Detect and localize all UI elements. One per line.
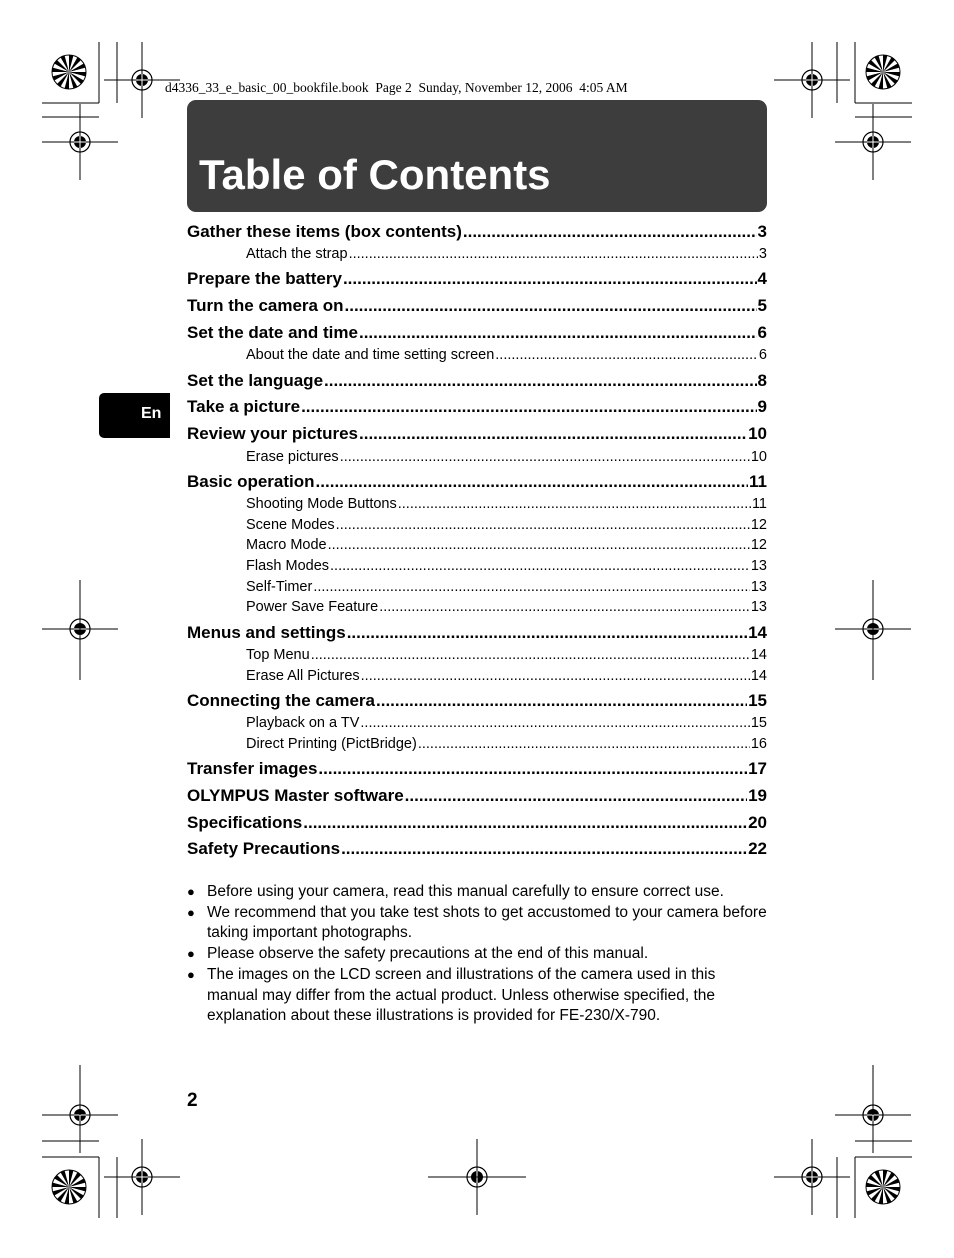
toc-entry-label: Turn the camera on bbox=[187, 296, 344, 315]
toc-entry-page: 22 bbox=[748, 839, 767, 858]
toc-entry-page: 16 bbox=[750, 736, 767, 752]
toc-entry-page: 15 bbox=[748, 691, 767, 710]
toc-entry-page: 9 bbox=[757, 397, 767, 416]
toc-dot-leader bbox=[318, 759, 747, 779]
toc-entry-page: 15 bbox=[750, 715, 767, 731]
note-text: We recommend that you take test shots to get accustomed to your camera before taking important photographs. bbox=[207, 903, 767, 942]
toc-dot-leader bbox=[347, 623, 747, 643]
toc-entry-page: 11 bbox=[749, 472, 767, 491]
toc-entry-page: 13 bbox=[750, 558, 767, 574]
toc-section-entry bbox=[246, 599, 767, 615]
toc-entry-page: 3 bbox=[757, 222, 767, 241]
toc-chapter-entry bbox=[187, 424, 767, 444]
toc-chapter-entry bbox=[187, 472, 767, 492]
toc-entry-page: 14 bbox=[748, 623, 767, 642]
toc-entry-page: 5 bbox=[757, 296, 767, 315]
toc-chapter-entry bbox=[187, 759, 767, 779]
registration-starburst-icon bbox=[52, 55, 86, 89]
toc-entry-page: 6 bbox=[757, 323, 767, 342]
toc-dot-leader bbox=[301, 397, 756, 417]
toc-entry-label: Scene Modes bbox=[246, 517, 335, 533]
toc-section-entry bbox=[246, 347, 767, 363]
toc-entry-label: Basic operation bbox=[187, 472, 315, 491]
toc-chapter-entry bbox=[187, 371, 767, 391]
note-item bbox=[187, 882, 767, 903]
toc-dot-leader bbox=[379, 599, 750, 615]
registration-target-icon bbox=[835, 104, 911, 180]
toc-dot-leader bbox=[340, 449, 750, 465]
toc-entry-page: 14 bbox=[750, 668, 767, 684]
toc-dot-leader bbox=[343, 269, 757, 289]
toc-chapter-entry bbox=[187, 222, 767, 242]
toc-dot-leader bbox=[359, 424, 747, 444]
toc-entry-label: Erase pictures bbox=[246, 449, 339, 465]
toc-entry-page: 13 bbox=[750, 579, 767, 595]
toc-entry-page: 10 bbox=[748, 424, 767, 443]
toc-section-entry bbox=[246, 715, 767, 731]
toc-dot-leader bbox=[341, 839, 747, 859]
toc-dot-leader bbox=[324, 371, 757, 391]
registration-target-icon bbox=[774, 1139, 850, 1215]
toc-entry-label: Power Save Feature bbox=[246, 599, 379, 615]
toc-entry-page: 20 bbox=[748, 813, 767, 832]
note-item bbox=[187, 903, 767, 944]
registration-starburst-icon bbox=[52, 1170, 86, 1204]
note-text: Before using your camera, read this manual carefully to ensure correct use. bbox=[207, 883, 724, 900]
registration-target-icon bbox=[42, 104, 118, 180]
toc-entry-label: Direct Printing (PictBridge) bbox=[246, 736, 417, 752]
toc-entry-page: 6 bbox=[758, 347, 767, 363]
toc-entry-label: Erase All Pictures bbox=[246, 668, 360, 684]
registration-target-icon bbox=[104, 1139, 180, 1215]
toc-dot-leader bbox=[316, 472, 748, 492]
toc-entry-label: Safety Precautions bbox=[187, 839, 341, 858]
toc-entry-label: About the date and time setting screen bbox=[246, 347, 495, 363]
toc-dot-leader bbox=[313, 579, 750, 595]
toc-chapter-entry bbox=[187, 397, 767, 417]
toc-entry-label: Set the date and time bbox=[187, 323, 358, 342]
toc-entry-label: Transfer images bbox=[187, 759, 318, 778]
toc-entry-page: 3 bbox=[758, 246, 767, 262]
note-text: The images on the LCD screen and illustrations of the camera used in this manual may differ from the actual product. Unless otherwise specified, the explanation about these illustrations is provided for FE-230/X-790. bbox=[207, 965, 716, 1025]
registration-target-icon bbox=[774, 42, 850, 118]
toc-dot-leader bbox=[463, 222, 757, 242]
page-number: 2 bbox=[187, 1090, 198, 1111]
toc-chapter-entry bbox=[187, 623, 767, 643]
toc-entry-page: 11 bbox=[751, 496, 767, 512]
toc-chapter-entry bbox=[187, 786, 767, 806]
page-title: Table of Contents bbox=[199, 151, 551, 198]
toc-section-entry bbox=[246, 496, 767, 512]
toc-section-entry bbox=[246, 246, 767, 262]
toc-dot-leader bbox=[359, 323, 757, 343]
toc-entry-page: 14 bbox=[750, 647, 767, 663]
toc-section-entry bbox=[246, 579, 767, 595]
bullet-icon: ● bbox=[187, 946, 195, 962]
toc-entry-label: Attach the strap bbox=[246, 246, 348, 262]
toc-entry-label: Gather these items (box contents) bbox=[187, 222, 462, 241]
toc-dot-leader bbox=[361, 668, 750, 684]
title-banner bbox=[187, 100, 767, 212]
toc-dot-leader bbox=[376, 691, 747, 711]
toc-dot-leader bbox=[349, 246, 758, 262]
file-info-header: d4336_33_e_basic_00_bookfile.book Page 2 Sunday, November 12, 2006 4:05 AM bbox=[165, 80, 628, 95]
toc-chapter-entry bbox=[187, 323, 767, 343]
note-item bbox=[187, 965, 767, 1027]
toc-dot-leader bbox=[311, 647, 750, 663]
toc-section-entry bbox=[246, 647, 767, 663]
toc-dot-leader bbox=[418, 736, 750, 752]
toc-section-entry bbox=[246, 517, 767, 533]
toc-entry-label: OLYMPUS Master software bbox=[187, 786, 404, 805]
toc-entry-label: Set the language bbox=[187, 371, 324, 390]
toc-chapter-entry bbox=[187, 839, 767, 859]
toc-entry-page: 12 bbox=[750, 537, 767, 553]
bullet-icon: ● bbox=[187, 966, 195, 982]
toc-entry-page: 8 bbox=[757, 371, 767, 390]
registration-starburst-icon bbox=[866, 1170, 900, 1204]
toc-entry-label: Shooting Mode Buttons bbox=[246, 496, 397, 512]
toc-chapter-entry bbox=[187, 691, 767, 711]
toc-chapter-entry bbox=[187, 296, 767, 316]
toc-entry-label: Connecting the camera bbox=[187, 691, 375, 710]
toc-entry-label: Top Menu bbox=[246, 647, 310, 663]
language-tab bbox=[99, 393, 170, 438]
toc-entry-page: 13 bbox=[750, 599, 767, 615]
toc-entry-page: 10 bbox=[750, 449, 767, 465]
note-text: Please observe the safety precautions at the end of this manual. bbox=[207, 945, 649, 963]
language-tab-label: En bbox=[141, 405, 162, 422]
notes-list bbox=[187, 882, 767, 1027]
toc-chapter-entry bbox=[187, 813, 767, 833]
toc-dot-leader bbox=[398, 496, 751, 512]
toc-section-entry bbox=[246, 449, 767, 465]
toc-entry-label: Playback on a TV bbox=[246, 715, 360, 731]
toc-entry-label: Self-Timer bbox=[246, 579, 313, 595]
toc-entry-label: Review your pictures bbox=[187, 424, 359, 443]
toc-section-entry bbox=[246, 736, 767, 752]
toc-entry-page: 4 bbox=[757, 269, 767, 288]
toc-dot-leader bbox=[328, 537, 750, 553]
toc-section-entry bbox=[246, 668, 767, 684]
toc-entry-label: Menus and settings bbox=[187, 623, 346, 642]
toc-dot-leader bbox=[360, 715, 749, 731]
toc-entry-page: 17 bbox=[748, 759, 767, 778]
toc-dot-leader bbox=[405, 786, 747, 806]
toc-chapter-entry bbox=[187, 269, 767, 289]
toc-section-entry bbox=[246, 537, 767, 553]
toc-entry-label: Prepare the battery bbox=[187, 269, 342, 288]
toc-dot-leader bbox=[303, 813, 747, 833]
toc-dot-leader bbox=[495, 347, 758, 363]
toc-dot-leader bbox=[330, 558, 750, 574]
toc-entry-page: 19 bbox=[748, 786, 767, 805]
toc-dot-leader bbox=[336, 517, 750, 533]
toc-entry-label: Macro Mode bbox=[246, 537, 327, 553]
bullet-icon: ● bbox=[187, 884, 195, 899]
toc-entry-label: Specifications bbox=[187, 813, 303, 832]
toc-entry-label: Flash Modes bbox=[246, 558, 330, 574]
toc-section-entry bbox=[246, 558, 767, 574]
note-item bbox=[187, 944, 767, 965]
registration-starburst-icon bbox=[866, 55, 900, 89]
bullet-icon: ● bbox=[187, 904, 195, 920]
toc-dot-leader bbox=[345, 296, 757, 316]
toc-entry-label: Take a picture bbox=[187, 397, 301, 416]
toc-entry-page: 12 bbox=[750, 517, 767, 533]
